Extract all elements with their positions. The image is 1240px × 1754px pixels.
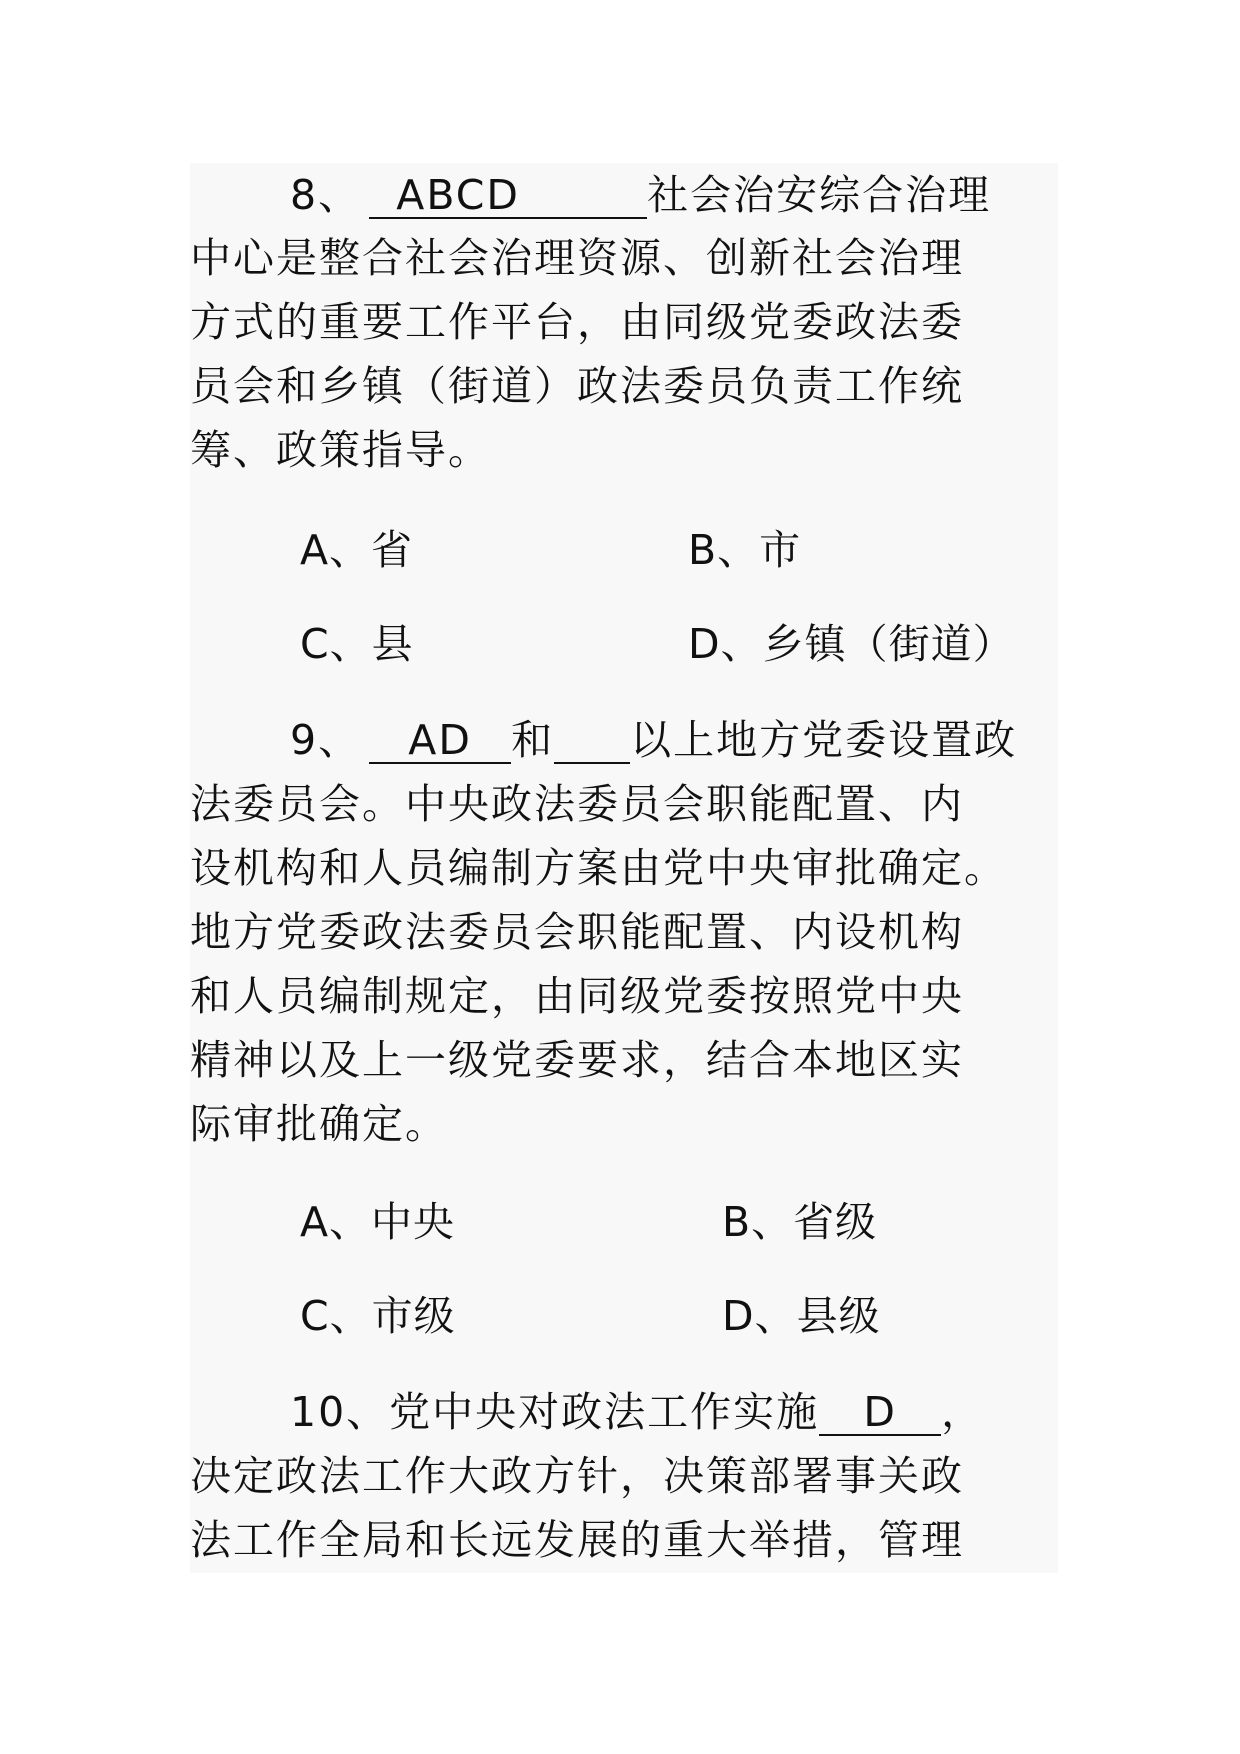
q9-line-1 [190, 710, 1017, 770]
q8-number: 8、 [290, 171, 362, 219]
q8-line-4: 员会和乡镇（街道）政法委员负责工作统 [190, 362, 964, 410]
q8-text-1: 社会治安综合治理 [647, 171, 992, 219]
q8-line-1 [190, 165, 991, 225]
q9-line-3: 设机构和人员编制方案由党中央审批确定。 [190, 844, 1007, 892]
q9-option-c: C、市级 [300, 1292, 456, 1340]
q9-second-blank [554, 718, 630, 764]
q8-option-d: D、乡镇（街道） [688, 620, 1015, 668]
q10-answer: D [863, 1388, 897, 1436]
q10-text-before: 党中央对政法工作实施 [389, 1388, 820, 1436]
q9-line-5: 和人员编制规定，由同级党委按照党中央 [190, 972, 964, 1020]
q10-line-2: 决定政法工作大政方针，决策部署事关政 [190, 1452, 964, 1500]
q10-number: 10、 [290, 1388, 390, 1436]
q9-line-2: 法委员会。中央政法委员会职能配置、内 [190, 780, 964, 828]
q10-line-3: 法工作全局和长远发展的重大举措，管理 [190, 1516, 964, 1564]
q8-option-a: A、省 [300, 526, 414, 574]
q8-answer-blank [369, 173, 647, 219]
q10-text-after: ， [941, 1388, 985, 1436]
q8-option-b: B、市 [688, 526, 802, 574]
q8-answer: ABCD [396, 171, 520, 219]
q10-line-1 [190, 1382, 984, 1442]
q9-answer-blank [369, 718, 511, 764]
q8-line-2: 中心是整合社会治理资源、创新社会治理 [190, 234, 964, 282]
q9-answer: AD [408, 716, 472, 764]
q8-line-3: 方式的重要工作平台，由同级党委政法委 [190, 298, 964, 346]
q9-line-4: 地方党委政法委员会职能配置、内设机构 [190, 908, 964, 956]
q8-line-5: 筹、政策指导。 [190, 426, 491, 474]
q9-option-a: A、中央 [300, 1198, 456, 1246]
q9-number: 9、 [290, 716, 362, 764]
q9-option-d: D、县级 [722, 1292, 881, 1340]
q10-answer-blank [819, 1390, 941, 1436]
q9-option-b: B、省级 [722, 1198, 878, 1246]
q9-line-6: 精神以及上一级党委要求，结合本地区实 [190, 1036, 964, 1084]
q9-text-1: 以上地方党委设置政 [630, 716, 1018, 764]
q9-line-7: 际审批确定。 [190, 1100, 448, 1148]
q8-option-c: C、县 [300, 620, 414, 668]
q9-conjunction: 和 [511, 716, 555, 764]
